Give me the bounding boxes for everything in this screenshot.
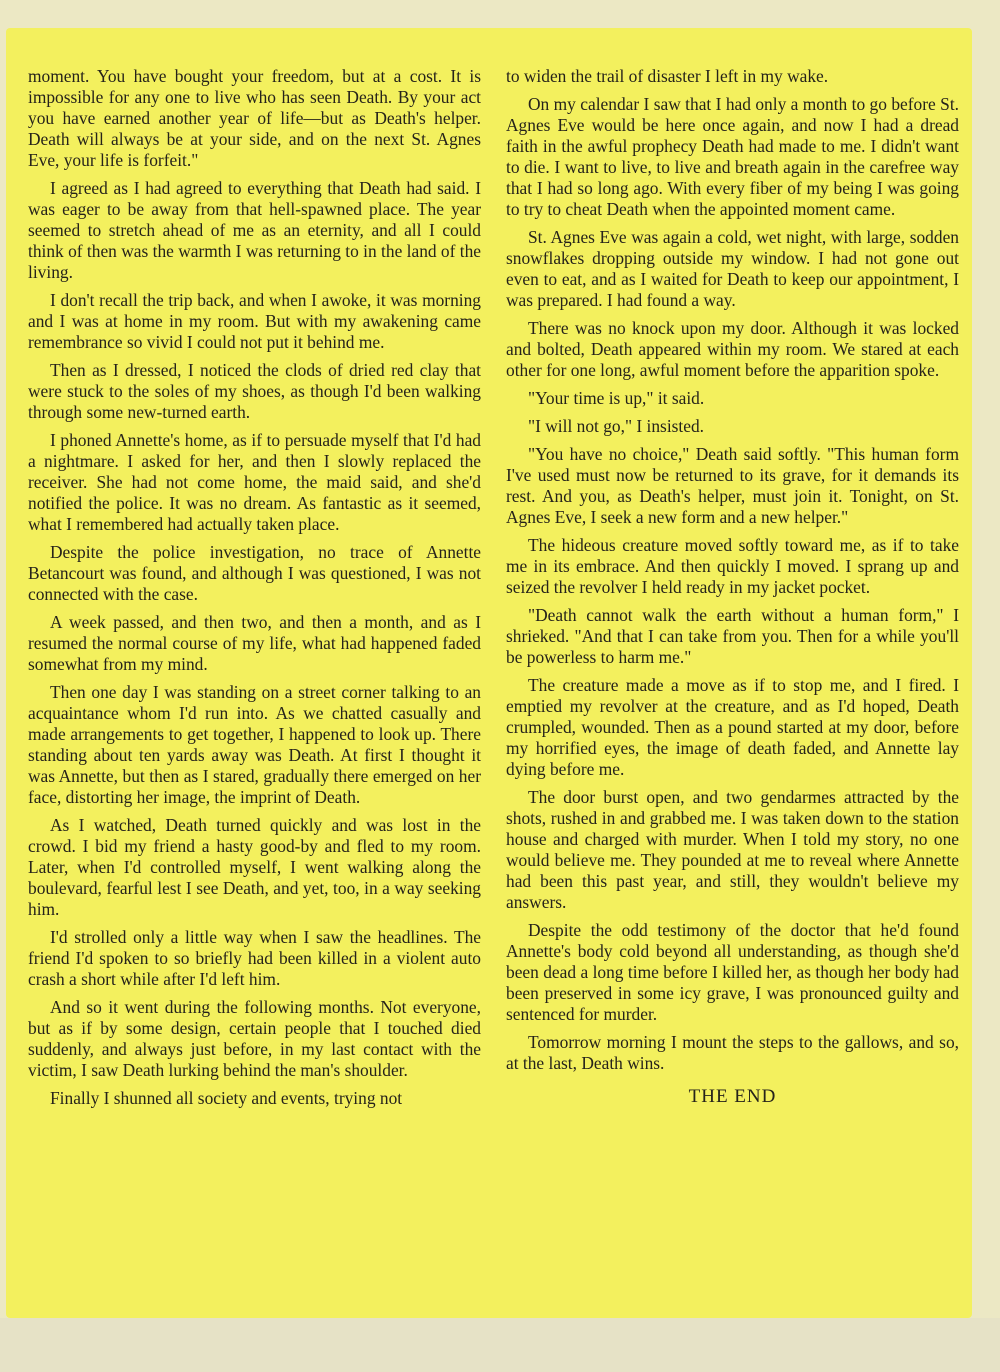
right-text-column: [506, 66, 959, 1114]
paragraph: Then as I dressed, I noticed the clods of dried red clay that were stuck to the soles of my shoes, as though I'd been walking through some new-turned earth.: [28, 360, 481, 422]
paragraph: As I watched, Death turned quickly and was lost in the crowd. I bid my friend a hasty good-by and fled to my room. Later, when I'd controlled myself, I went walking along the boulevard, fearful lest I see Death, and yet, too, in a way seeking him.: [28, 815, 481, 919]
paragraph: The creature made a move as if to stop me, and I fired. I emptied my revolver at the creature, and as I'd hoped, Death crumpled, wounded. Then as a pound started at my door, before my horrified eyes, the image of death faded, and Annette lay dying before me.: [506, 675, 959, 779]
paragraph: "Your time is up," it said.: [528, 388, 705, 408]
paragraph: St. Agnes Eve was again a cold, wet night, with large, sodden snowflakes dropping outside my window. I had not gone out even to eat, and as I waited for Death to keep our appointment, I was prepared. I had found a way.: [506, 227, 959, 310]
paragraph: A week passed, and then two, and then a month, and as I resumed the normal course of my life, what had happened faded somewhat from my mind.: [28, 612, 481, 674]
paragraph: There was no knock upon my door. Although it was locked and bolted, Death appeared within my room. We stared at each other for one long, awful moment before the apparition spoke.: [506, 318, 959, 380]
paragraph: I don't recall the trip back, and when I awoke, it was morning and I was at home in my room. But with my awakening came remembrance so vivid I could not put it behind me.: [28, 290, 481, 352]
paragraph: The hideous creature moved softly toward me, as if to take me in its embrace. And then quickly I moved. I sprang up and seized the revolver I held ready in my jacket pocket.: [506, 535, 959, 597]
paragraph: Then one day I was standing on a street corner talking to an acquaintance whom I'd run into. As we chatted casually and made arrangements to get together, I happened to look up. There standing about ten yards away was Death. At first I thought it was Annette, but then as I stared, gradually there emerged on her face, distorting her image, the imprint of Death.: [28, 682, 481, 807]
paragraph: "You have no choice," Death said softly. "This human form I've used must now be returned to its grave, for it demands its rest. And you, as Death's helper, must join it. Tonight, on St. Agnes Eve, I seek a new form and a new helper.": [506, 444, 959, 527]
paragraph: On my calendar I saw that I had only a month to go before St. Agnes Eve would be here once again, and now I had a dread faith in the awful prophecy Death had made to me. I didn't want to die. I want to live, to live and breath again in the carefree way that I had so long ago. With every fiber of my being I was going to try to cheat Death when the appointed moment came.: [506, 94, 959, 219]
paragraph: Tomorrow morning I mount the steps to the gallows, and so, at the last, Death wins.: [506, 1032, 959, 1073]
left-text-column: [28, 66, 481, 1116]
paragraph: Despite the odd testimony of the doctor that he'd found Annette's body cold beyond all understanding, as though she'd been dead a long time before I killed her, as though her body had been preserved in some icy grave, I was pronounced guilty and sentenced for murder.: [506, 920, 959, 1024]
paragraph: to widen the trail of disaster I left in my wake.: [506, 66, 829, 86]
paragraph: I agreed as I had agreed to everything that Death had said. I was eager to be away from that hell-spawned place. The year seemed to stretch ahead of me as an eternity, and all I could think of then was the warmth I was returning to in the land of the living.: [28, 178, 482, 282]
paragraph: Despite the police investigation, no trace of Annette Betancourt was found, and although I was questioned, I was not connected with the case.: [28, 542, 481, 604]
paragraph: "Death cannot walk the earth without a human form," I shrieked. "And that I can take from you. Then for a while you'll be powerless to harm me.": [506, 605, 959, 667]
paragraph: I phoned Annette's home, as if to persuade myself that I'd had a nightmare. I asked for her, and then I slowly replaced the receiver. She had not come home, the maid said, and she'd notified the police. It was no dream. As fantastic as it seemed, what I remembered had actually taken place.: [28, 430, 481, 534]
the-end-heading: THE END: [688, 1086, 777, 1107]
paragraph: And so it went during the following months. Not everyone, but as if by some design, certain people that I touched died suddenly, and always just before, in my last contact with the victim, I saw Death lurking behind the man's shoulder.: [28, 997, 481, 1080]
paragraph: I'd strolled only a little way when I saw the headlines. The friend I'd spoken to so briefly had been killed in a violent auto crash a short while after I'd left him.: [28, 927, 481, 989]
paragraph: Finally I shunned all society and events, trying not: [50, 1088, 403, 1108]
paragraph: "I will not go," I insisted.: [528, 416, 705, 436]
paragraph: The door burst open, and two gendarmes attracted by the shots, rushed in and grabbed me. I was taken down to the station house and charged with murder. When I told my story, no one would believe me. They pounded at me to reveal where Annette had been this past year, and still, they wouldn't believe my answers.: [506, 787, 959, 912]
paragraph: moment. You have bought your freedom, but at a cost. It is impossible for any one to live who has seen Death. By your act you have earned another year of life—but as Death's helper. Death will always be at your side, and on the next St. Agnes Eve, your life is forfeit.": [28, 66, 481, 170]
bottom-page-margin: [0, 1318, 1000, 1372]
